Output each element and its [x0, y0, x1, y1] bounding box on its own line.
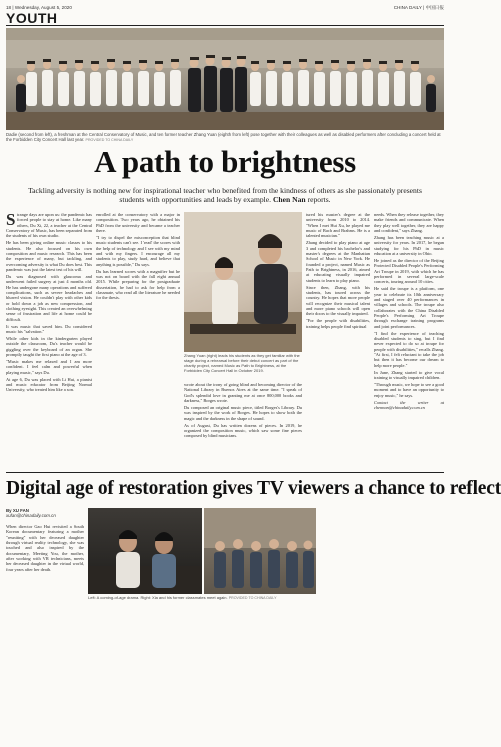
story-column-4 [306, 212, 370, 331]
paragraph: "Through music, we hope to see a good moment and to have an opportunity to enjoy music," he says. [374, 381, 444, 398]
paragraph: Du was diagnosed with glaucoma and underwent failed surgery at just 4 months old. He has undergone many operations and suffered complications, such as severe headaches and blurred vision. He couldn't play with other kids or hold down a job as new compression, and clothing eyesight. This created an overwhelming sense of frustration and life at home could be difficult. [6, 273, 92, 322]
drama-still-left-illustration [88, 508, 202, 594]
story-column-3 [184, 382, 302, 440]
group-photo [6, 28, 444, 130]
rehearsal-photo-illustration [184, 212, 302, 352]
rehearsal-photo-caption: Zhang Yuan (right) leads his students as they get familiar with the stage during a rehearsal before their debut concert as part of the charity project, named Music as Path to Brightness, at the Forbidden City Concert Hall in October 2019. [184, 353, 300, 373]
group-photo-credit: PROVIDED TO CHINA DAILY [85, 138, 134, 143]
paragraph: He said the troupe is a platform, one year to celebrate its 10th anniversary and staged over 40 performances in villages and schools. The troupe also collaborates with the China Disabled People's Performing Art Troupe through exchange training programs and joint performances. [374, 286, 444, 329]
page-and-date: 18 | Wednesday, August 5, 2020 [6, 5, 72, 10]
paragraph: "For the people with disabilities, training helps people find spiritual [306, 318, 370, 329]
story-column-5 [374, 212, 444, 412]
dek-text: Tackling adversity is nothing new for inspirational teacher who benefited from the kindness of others as she passionately presents students with opportunities and leads by example. [28, 186, 422, 205]
paragraph: He has been giving online music classes to his students. He also focused on his own composition and music research. This has been the experience of many, but tackling, and overcoming adversity is what Du does best. This pandemic was just the latest test of his will. [6, 240, 92, 273]
paragraph: It was music that saved him. Du considered music his "salvation." [6, 323, 92, 334]
story-headline: A path to brightness [94, 144, 356, 179]
drama-photo-credit: PROVIDED TO CHINA DAILY [228, 596, 277, 600]
paragraph: "Music makes me relaxed and I am more confident. I feel calm and powerful when playing music," says Du. [6, 358, 92, 375]
paragraph: He joined as the director of the Beijing Protected Disabled People's Performing Art Troupe in 2019, with which he has performed in several large-scale concerts, touring around 10 cities. [374, 257, 444, 285]
drama-still-right [204, 508, 316, 594]
paragraph: Zhang decided to play piano at age 3 and completed his bachelor's and master's degrees at the Manhattan School of Music in New York. He founded a project, named Music as Path to Brightness, in 2016, aimed at educating visually impaired students to learn to play piano. [306, 240, 370, 283]
drama-photo-caption [88, 596, 316, 601]
paragraph: Zhang has been teaching music at a university for years. In 2017, he began studying for his PhD in music education at a university in Ohio. [374, 234, 444, 256]
paragraph: Du composed an original music piece, titled Borges's Library. Du was inspired by the work of Borges. He hopes to show both the magic and the darkness in the shape of sound. [184, 404, 302, 421]
group-photo-caption [6, 132, 444, 143]
rehearsal-photo [184, 212, 302, 352]
section-title: YOUTH [6, 10, 58, 26]
paragraph: At age 6, Du was placed with Li Hui, a pianist and music educator from Beijing Normal University, who treated him like a son. [6, 376, 92, 393]
group-photo-caption-text: Dadie (second from left), a freshman at the Central Conservatory of Music, and ten former teacher Zhang Yuan (eighth from left) pose together with their colleagues as well as disabled performers after concluding a concert held at the Forbidden City Concert Hall last year. [6, 132, 441, 143]
paragraph: "I find the experience of teaching disabled students to sing, but I find never expected to do so at troupe for people with disabilities," recalls Zhang. "At first, I felt reluctant to take the job but then it has become our dream to help more people." [374, 330, 444, 368]
paper-name: CHINA DAILY | 中国日报 [393, 5, 444, 10]
story2-column-1 [6, 524, 84, 574]
byline-author: By XU FAN [6, 508, 29, 513]
paragraph: Since then, Zhang, with his students, has toured across the country. He hopes that more people will recognize their musical talent and more piano schools will open their doors to the visually impaired. [306, 284, 370, 317]
paragraph: Du has learned scores with a magnifier but he was not on board with the fall eight annual 2015. While preparing for the postgraduate dissertation, he had to ask for help from a classmate, who read all the literature he needed for the thesis. [96, 268, 180, 301]
story2-byline [6, 508, 56, 519]
story-dek [22, 186, 428, 205]
page-header [6, 3, 444, 13]
section-rule [6, 25, 444, 26]
drop-cap: S [6, 210, 16, 229]
paragraph: wrote about the irony of going blind and becoming director of the National Library in Buenos Aires at the same time. "I speak of God's splendid love in granting me at once 800,000 books and darkness," Borges wrote. [184, 382, 302, 404]
paragraph: When director Gao Hui revisited a South Korean documentary featuring a mother "reuniting" with her deceased daughter through virtual reality technology, she was touched and also inspired by the documentary, Meeting You, the mother, after working with VR technicians, meets her deceased daughter in the virtual world, four years after her death. [6, 524, 84, 572]
paragraph: trange days are upon us: the pandemic has forced people to stay at home. Like many others, Du Xi, 22, a teacher at the Central Conservatory of Music, has been separated from the students of his own studio. [6, 212, 92, 239]
group-photo-illustration [6, 28, 444, 130]
dek-tail: reports. [307, 195, 331, 205]
paragraph: enrolled at the conservatory with a major in composition. Two years ago, he obtained his PhD from the university and became a teacher there. [96, 212, 180, 234]
story2-headline: Digital age of restoration gives TV viewers a chance to reflect [6, 478, 501, 499]
drama-still-right-illustration [204, 508, 316, 594]
contact-label: Contact the writer at [374, 399, 444, 405]
paragraph: In June, Zhang started to give vocal training to visually impaired children. [374, 369, 444, 380]
story-column-2 [96, 212, 180, 302]
paragraph: tured his master's degree at the university from 2010 to 2014. "When I met Hui Xu, he played me music of Bach and Brahms. He is a talented musician." [306, 212, 370, 239]
contact-email: chennan@chinadaily.com.cn [374, 404, 425, 410]
drama-still-left [88, 508, 202, 594]
story-column-1 [6, 212, 92, 394]
drama-photo-caption-text: Left: A coming-of-age drama. Right: Xia and his former classmates meet again. [88, 595, 228, 600]
paragraph: As of August, Du has written dozens of pieces. In 2019, he organized the composition music, which saw some fine pieces composed by blind musicians. [184, 422, 302, 439]
contact-line [374, 400, 444, 411]
paragraph: needs. When they release together, they make friends and communicate. When they play well together, they are happy and confident," says Zhang. [374, 212, 444, 234]
paragraph: "I try to dispel the misconception that blind music students can't see. I 'read' the scores with the help of technology and I see with my mind and with my fingers. I encourage all my students to play, study hard, and believe that anything is possible," Du says. [96, 234, 180, 267]
dek-author: Chen Nan [272, 195, 306, 205]
paragraph: While other kids in the kindergarten played outside the classroom, Du's teacher would be giggling over the keyboard of an organ. She promptly taught the first piano at the age of 3. [6, 335, 92, 357]
story-divider [6, 472, 444, 473]
byline-email: xufan@chinadaily.com.cn [6, 513, 56, 519]
